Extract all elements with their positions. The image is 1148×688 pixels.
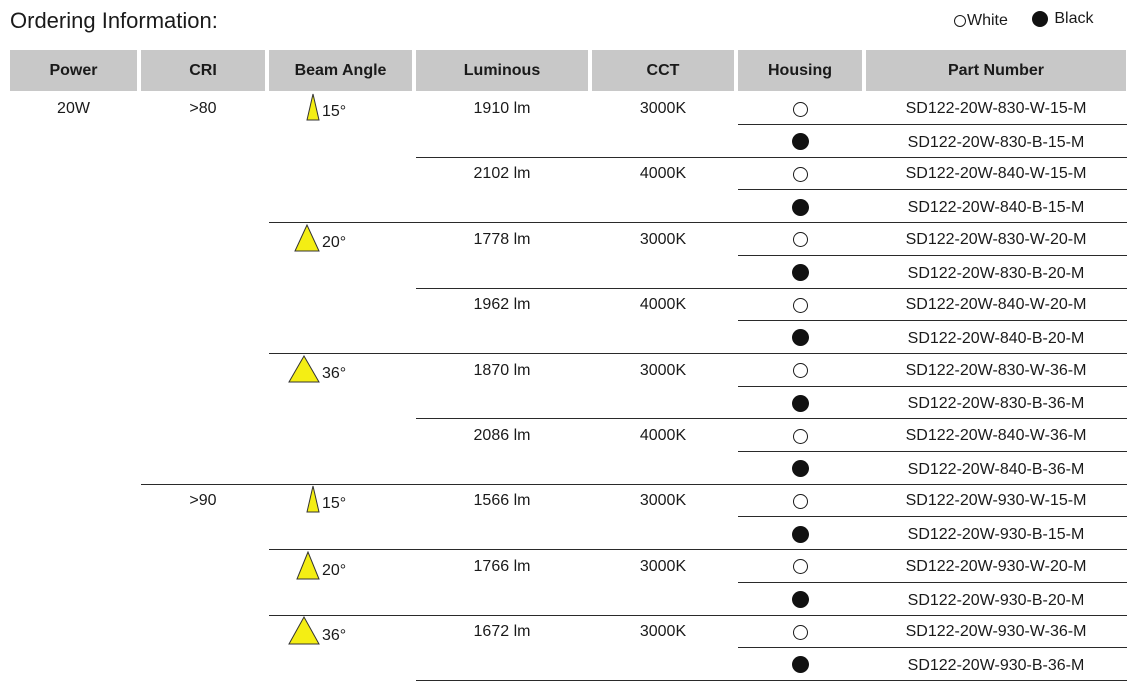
row-divider — [416, 157, 1127, 158]
row-divider — [738, 386, 1127, 387]
header-luminous: Luminous — [416, 50, 588, 91]
luminous-value: 1910 lm — [473, 100, 531, 117]
header-cct: CCT — [592, 50, 734, 91]
white-housing-icon — [793, 625, 808, 640]
black-housing-icon — [792, 199, 809, 216]
part-number: SD122-20W-930-B-20-M — [907, 591, 1085, 609]
black-housing-icon — [792, 460, 809, 477]
beam-cone-icon — [306, 93, 320, 121]
part-number: SD122-20W-840-W-36-M — [905, 427, 1087, 444]
beam-cone-icon — [294, 224, 320, 252]
cct-value: 3000K — [639, 492, 687, 510]
page-title: Ordering Information: — [10, 8, 218, 33]
white-housing-icon — [793, 298, 808, 313]
row-divider — [141, 484, 1127, 485]
part-number: SD122-20W-830-B-15-M — [907, 133, 1085, 151]
beam-cone-icon — [296, 551, 320, 580]
row-divider — [416, 680, 1127, 681]
power-value: 20W — [57, 100, 90, 117]
cct-value: 3000K — [639, 100, 687, 117]
part-number: SD122-20W-830-W-15-M — [905, 100, 1087, 117]
luminous-value: 1778 lm — [473, 230, 531, 248]
row-divider — [269, 549, 1127, 550]
row-divider — [269, 615, 1127, 616]
black-housing-icon — [792, 656, 809, 673]
row-divider — [738, 124, 1127, 125]
row-divider — [269, 353, 1127, 354]
part-number: SD122-20W-830-W-20-M — [905, 230, 1087, 248]
beam-angle-label: 15° — [322, 103, 347, 120]
row-divider — [416, 288, 1127, 289]
header-housing: Housing — [738, 50, 862, 91]
luminous-value: 1962 lm — [473, 296, 531, 314]
beam-angle — [306, 93, 346, 121]
white-housing-icon — [793, 494, 808, 509]
white-housing-icon — [793, 559, 808, 574]
luminous-value: 1870 lm — [473, 361, 531, 379]
beam-angle-label: 36° — [322, 364, 347, 382]
white-housing-icon — [793, 429, 808, 444]
black-housing-icon — [792, 526, 809, 543]
cct-value: 4000K — [639, 165, 687, 183]
white-housing-icon — [793, 167, 808, 182]
luminous-value: 1672 lm — [473, 623, 531, 641]
beam-cone-icon — [288, 616, 320, 645]
housing-legend — [954, 10, 1093, 32]
cct-value: 3000K — [639, 557, 687, 575]
cct-value: 4000K — [639, 296, 687, 314]
beam-angle — [288, 355, 346, 383]
beam-angle — [288, 616, 346, 645]
header-beam-angle: Beam Angle — [269, 50, 412, 91]
cct-value: 3000K — [639, 230, 687, 248]
legend-white — [954, 12, 1008, 30]
row-divider — [738, 451, 1127, 452]
part-number: SD122-20W-830-W-36-M — [905, 361, 1087, 379]
luminous-value: 2102 lm — [473, 165, 531, 183]
beam-angle-label: 15° — [322, 495, 347, 513]
luminous-value: 2086 lm — [473, 427, 531, 444]
beam-cone-icon — [306, 485, 320, 513]
part-number: SD122-20W-840-W-15-M — [905, 165, 1087, 183]
black-housing-icon — [792, 591, 809, 608]
white-circle-icon — [954, 15, 966, 27]
white-housing-icon — [793, 363, 808, 378]
cri-value: >90 — [189, 492, 217, 510]
part-number: SD122-20W-840-W-20-M — [905, 296, 1087, 314]
row-divider — [738, 255, 1127, 256]
part-number: SD122-20W-830-B-20-M — [907, 264, 1085, 282]
beam-angle — [294, 224, 346, 252]
part-number: SD122-20W-930-W-36-M — [905, 623, 1087, 641]
beam-cone-icon — [288, 355, 320, 383]
cct-value: 3000K — [639, 623, 687, 641]
part-number: SD122-20W-830-B-36-M — [907, 395, 1085, 413]
beam-angle — [306, 485, 346, 513]
luminous-value: 1566 lm — [473, 492, 531, 510]
beam-angle-label: 36° — [322, 627, 347, 645]
cct-value: 4000K — [639, 427, 687, 444]
part-number: SD122-20W-930-B-36-M — [907, 656, 1085, 674]
luminous-value: 1766 lm — [473, 557, 531, 575]
header-part-number: Part Number — [866, 50, 1126, 91]
header-cri: CRI — [141, 50, 265, 91]
cri-value: >80 — [189, 100, 217, 117]
part-number: SD122-20W-930-W-20-M — [905, 557, 1087, 575]
white-housing-icon — [793, 232, 808, 247]
white-housing-icon — [793, 102, 808, 117]
black-housing-icon — [792, 329, 809, 346]
part-number: SD122-20W-930-W-15-M — [905, 492, 1087, 510]
row-divider — [416, 418, 1127, 419]
part-number: SD122-20W-840-B-15-M — [907, 199, 1085, 217]
black-housing-icon — [792, 264, 809, 281]
part-number: SD122-20W-840-B-20-M — [907, 329, 1085, 347]
cct-value: 3000K — [639, 361, 687, 379]
row-divider — [738, 189, 1127, 190]
row-divider — [269, 222, 1127, 223]
row-divider — [738, 647, 1127, 648]
part-number: SD122-20W-930-B-15-M — [907, 526, 1085, 544]
legend-black — [1012, 10, 1093, 28]
row-divider — [738, 582, 1127, 583]
black-circle-icon — [1032, 11, 1048, 27]
black-housing-icon — [792, 133, 809, 150]
row-divider — [738, 320, 1127, 321]
beam-angle-label: 20° — [322, 233, 347, 251]
legend-black-label: Black — [1054, 10, 1094, 27]
beam-angle — [296, 551, 346, 580]
black-housing-icon — [792, 395, 809, 412]
row-divider — [738, 516, 1127, 517]
part-number: SD122-20W-840-B-36-M — [907, 460, 1085, 478]
header-power: Power — [10, 50, 137, 91]
beam-angle-label: 20° — [322, 561, 347, 579]
legend-white-label: White — [967, 12, 1008, 29]
